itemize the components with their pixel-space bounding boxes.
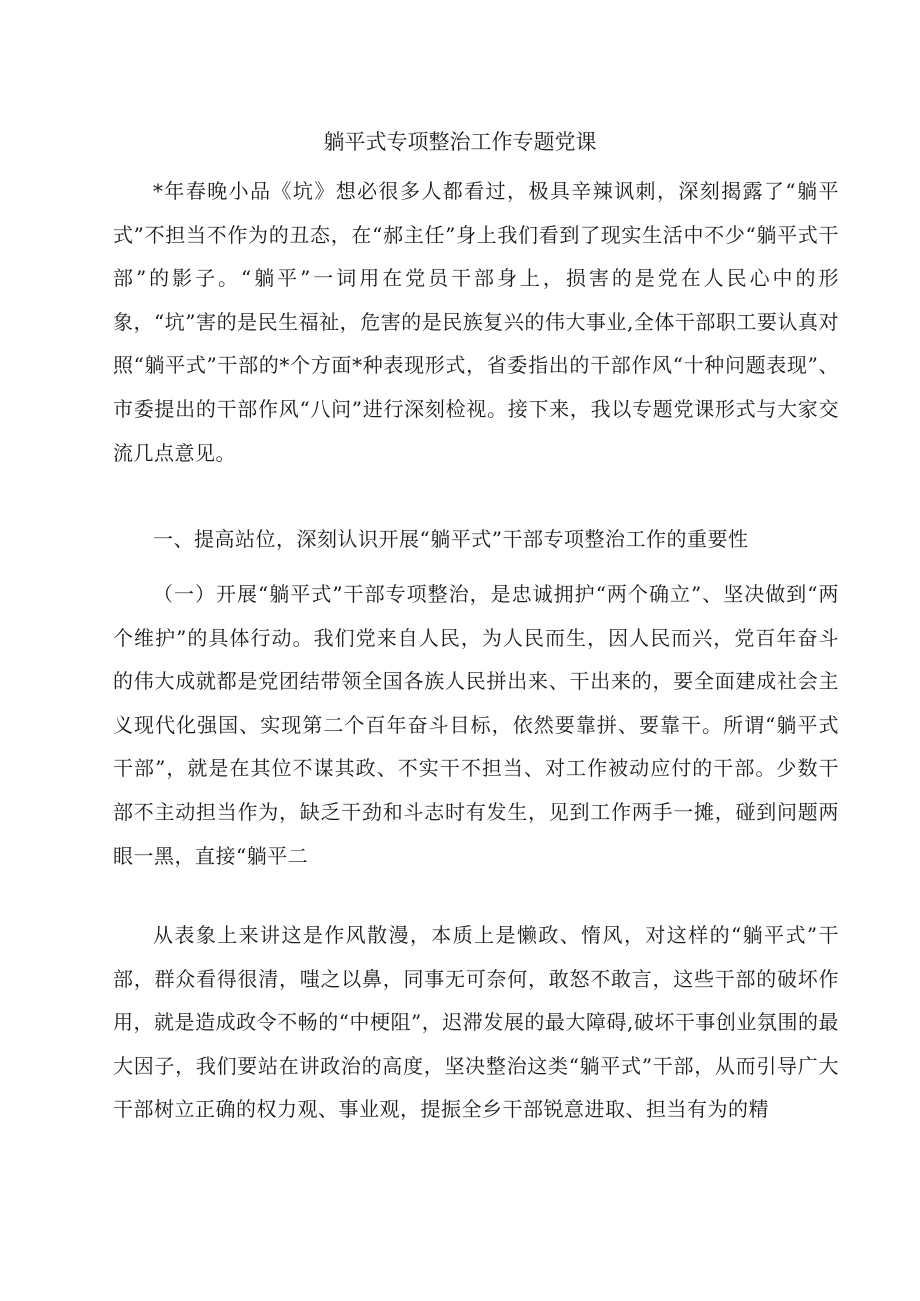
subsection-paragraph: （一）开展“躺平式”干部专项整治，是忠诚拥护“两个确立”、坚决做到“两个维护”的具体行动。我们党来自人民，为人民而生，因人民而兴，党百年奋斗的伟大成就都是党团结带领全国各族人民拼出来、干出来的，要全面建成社会主义现代化强国、实现第二个百年奋斗目标，依然要靠拼、要靠干。所谓“躺平式干部”，就是在其位不谋其政、不实干不担当、对工作被动应付的干部。少数干部不主动担当作为，缺乏干劲和斗志时有发生，见到工作两手一摊，碰到问题两眼一黑，直接“躺平二 <box>113 582 839 868</box>
intro-paragraph: *年春晚小品《坑》想必很多人都看过，极具辛辣讽刺，深刻揭露了“躺平式”不担当不作为的丑态，在“郝主任”身上我们看到了现实生活中不少“躺平式干部”的影子。“躺平”一词用在党员干部身上，损害的是党在人民心中的形象，“坑”害的是民生福祉，危害的是民族复兴的伟大事业,全体干部职工要认真对照“躺平式”干部的*个方面*种表现形式，省委指出的干部作风“十种问题表现”、市委提出的干部作风“八问”进行深刻检视。接下来，我以专题党课形式与大家交流几点意见。 <box>113 179 839 465</box>
continuation-paragraph: 从表象上来讲这是作风散漫，本质上是懒政、惰风，对这样的“躺平式”干部，群众看得很清，嗤之以鼻，同事无可奈何，敢怒不敢言，这些干部的破坏作用，就是造成政令不畅的“中梗阻”，迟滞发展的最大障碍,破坏干事创业氛围的最大因子，我们要站在讲政治的高度，坚决整治这类“躺平式”干部，从而引导广大干部树立正确的权力观、事业观，提振全乡干部锐意进取、担当有为的精 <box>113 923 839 1122</box>
document-title: 躺平式专项整治工作专题党课 <box>323 130 597 154</box>
section-heading: 一、提高站位，深刻认识开展“躺平式”干部专项整治工作的重要性 <box>153 527 749 551</box>
